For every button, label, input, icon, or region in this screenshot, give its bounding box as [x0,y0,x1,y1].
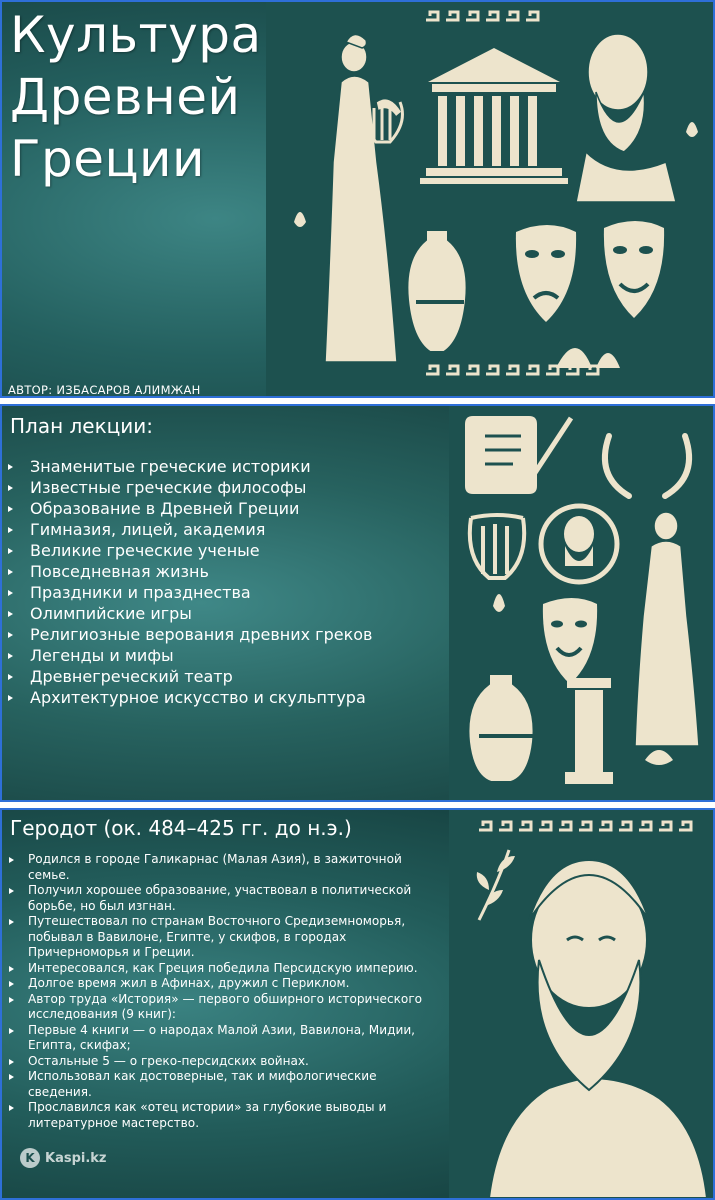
fact-item: Автор труда «История» — первого обширного исторического исследования (9 книг): [8,992,440,1023]
plan-item: Архитектурное искусство и скульптура [8,687,372,708]
plan-item: Олимпийские игры [8,603,372,624]
olive-branch-icon [477,850,515,920]
temple-icon [420,48,568,184]
plan-illustration [449,406,713,800]
herodotus-facts [8,852,440,1131]
herodotus-illustration [449,810,713,1198]
herodotus-bust-icon [489,860,707,1198]
title-slide [0,0,715,398]
greek-culture-illustration [266,2,713,396]
theatre-mask-tragedy-icon [516,225,576,322]
plan-item: Праздники и празднества [8,582,372,603]
herodotus-slide [0,808,715,1200]
statue-figure-icon [635,512,699,746]
title-line: Культура [10,6,262,64]
title-line: Древней [10,68,241,126]
plan-list [8,456,372,708]
kaspi-logo-icon: K [20,1148,40,1168]
watermark-text: Kaspi.kz [45,1150,107,1166]
plan-item: Образование в Древней Греции [8,498,372,519]
fact-item: Долгое время жил в Афинах, дружил с Периклом. [8,976,440,992]
plan-item: Повседневная жизнь [8,561,372,582]
column-icon [565,678,613,784]
fact-item: Интересовался, как Греция победила Персидскую империю. [8,961,440,977]
theatre-mask-comedy-icon [604,221,664,318]
slide-title [10,4,262,190]
plan-item: Знаменитые греческие историки [8,456,372,477]
herodotus-illustration-canvas [449,810,713,1198]
plan-illustration-canvas [449,406,713,800]
philosopher-medallion-icon [541,506,617,582]
plan-item: Религиозные верования древних греков [8,624,372,645]
title-line: Греции [10,130,206,188]
philosopher-bust-icon [576,34,676,202]
fact-item: Прославился как «отец истории» за глубокие выводы и литературное мастерство. [8,1100,440,1131]
amphora-icon [407,230,466,352]
comedy-mask-icon [543,598,597,684]
amphora-icon [468,674,539,782]
illustration-canvas [266,2,713,396]
plan-item: Древнегреческий театр [8,666,372,687]
plan-item: Известные греческие философы [8,477,372,498]
fact-item: Получил хорошее образование, участвовал в политической борьбе, но был изгнан. [8,883,440,914]
plan-item: Легенды и мифы [8,645,372,666]
laurel-wreath-icon [605,436,689,496]
scroll-quill-icon [465,416,571,494]
fact-item: Путешествовал по странам Восточного Средиземноморья, побывал в Вавилоне, Египте, у скифов, в городах Причерноморья и Греции. [8,914,440,961]
kaspi-watermark [20,1148,107,1168]
muse-figure-icon [325,34,402,362]
fact-item: Первые 4 книги — о народах Малой Азии, Вавилона, Мидии, Египта, скифах; [8,1023,440,1054]
author-caption: АВТОР: ИЗБАСАРОВ АЛИМЖАН [8,383,201,397]
fact-item: Использовал как достоверные, так и мифологические сведения. [8,1069,440,1100]
plan-item: Гимназия, лицей, академия [8,519,372,540]
plan-title: План лекции: [10,414,154,438]
lyre-icon [470,515,524,578]
herodotus-title: Геродот (ок. 484–425 гг. до н.э.) [10,816,352,840]
greek-key-border [479,822,691,830]
fact-item: Остальные 5 — о греко-персидских войнах. [8,1054,440,1070]
lecture-plan-slide [0,404,715,802]
fact-item: Родился в городе Галикарнас (Малая Азия), в зажиточной семье. [8,852,440,883]
plan-item: Великие греческие ученые [8,540,372,561]
